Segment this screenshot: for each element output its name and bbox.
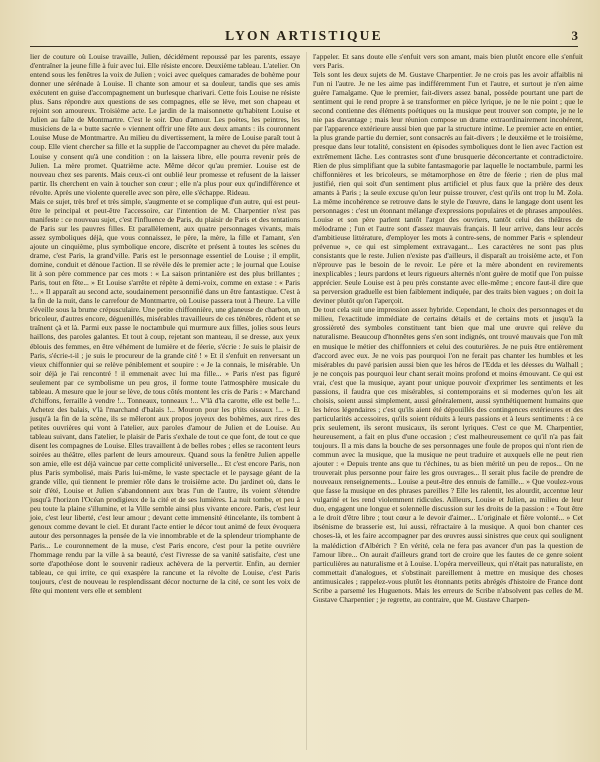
text-columns (30, 52, 583, 750)
column-divider (306, 52, 307, 750)
page-header (30, 28, 578, 48)
header-rule (30, 46, 578, 47)
page-title: LYON ARTISTIQUE (225, 28, 383, 43)
left-column-text: lier de couture où Louise travaille, Julien, décidément repoussé par les parents, essaye d'entraîner la jeune fille à fuir avec lui. Elle résiste encore. Deuxième tableau. L'atelier. On entend sous les fenêtres la voix de Julien ; voici avec quelques camarades de bohème pour donner une sérénade à Louise. Il chante son amour et sa douleur, tandis que ses amis exécutent en guise d'accompagnement un burlesque charivari. Cette fois Louise ne résiste plus. Sans répondre aux questions de ses compagnes, elle se lève, met son chapeau et rejoint son amoureux. Troisième acte. Le jardin de la maisonnette qu'habitent Louise et Julien au faîte de Montmartre. C'est le soir. Duo d'amour. Les poètes, les peintres, les musiciens de la « butte sacrée » viennent offrir une fête aux deux amants : ils couronnent Louise Muse de Montmartre. Au milieu du divertissement, la mère de Louise paraît tout à coup. Elle vient chercher sa fille et la supplie de l'accompagner au chevet du père malade. Louise y consent qu'à une condition : on la laissera libre, elle pourra revenir près de Julien. La mère promet. Quatrième acte. Même décor qu'au premier. Louise est de nouveau chez ses parents. Mais ceux-ci ont oublié leur promesse et refusent de la laisser partir. Ils cherchent en vain à toucher son cœur ; elle n'a plus pour eux qu'indifférence et révolte. Après une violente querelle avec son père, elle s'échappe. Rideau. Mais ce sujet, très bref et très simple, s'augmente et se complique d'un autre, qui est peut-être le principal et peut-être l'accessoire, car l'intention de M. Charpentier n'est pas manifeste : ce nouveau sujet, c'est l'influence de Paris, du plaisir de Paris et des tentations de Paris sur les pauvres filles. Et parallèlement, aux quatre personnages vivants, mais assez symboliques déjà, que vous connaissez, le père, la mère, la fille et l'amant, s'en ajoute un cinquième, plus symbolique encore, discrète et présent à toutes les scènes du drame, c'est Paris, la grand'ville. Paris est le personnage essentiel de Louise ; il emplit, domine, conduit et dénoue l'action. Il se révèle dès le premier acte ; le journal que Louise lit à son père commence par ces mots : « La saison printanière est des plus brillantes ; Paris, tout en fête... » Et Louise s'arrête et répète à demi-voix, comme en extase : « Paris !... » Il apparaît au second acte, soudainement personnifié dans un être fantastique. C'est à la fin de la nuit, dans le carrefour de Montmartre, où Louise passera tout à l'heure. La ville s'éveille sous la brume crépusculaire. Une petite chiffonnière, une glaneuse de charbon, un bricoleur, d'autres encore, déguenillés, misérables travailleurs de ces ténèbres, rôdent et se traînent çà et là. Parmi eux passe le noctambule qui murmure aux filles, jolies sous leurs haillons, des paroles galantes. Et tout à coup, rejetant son manteau, il se dresse, aux yeux éblouis des femmes, en être véhément de lumière et de féerie, s'écrie : Je suis le plaisir de Paris, s'écrie-t-il ; je suis le procureur de la grande cité ! » Et il s'enfuit en renversant un vieux chiffonnier qui se relève péniblement et soupire : « Je la connais, le misérable. Un soir déjà je l'ai rencontré ! il emmenait avec lui ma fille... » Paris n'est pas figuré seulement par ce symbolisme un peu gros, il forme toute l'atmosphère musicale du tableau. A mesure que le jour se lève, de tous côtés montent les cris de Paris : « Marchand d'chiffons, ferraille à vendre !... Tonneaux, tonneaux !... V'là d'la carotte, elle est belle !... Achetez des balais, v'là l'marchand d'balais !... Mouron pour les p'tits oiseaux !... » Et jusqu'à la fin de la scène, ils se mêleront aux propos joyeux des bohèmes, aux rires des petites ouvrières qui vont à l'atelier, aux paroles d'amour de Julien et de Louise. Au tableau suivant, dans l'atelier, le plaisir de Paris s'exhale de tout ce que font, de tout ce que disent les compagnes de Louise. Elles travaillent à de belles robes ; elles se racontent leurs soirées au théâtre, elles parlent de leurs amoureux. Quand sous la fenêtre Julien appelle son amie, elle est déjà vaincue par cette complicité universelle... Et c'est encore Paris, non plus Paris symbolisé, mais Paris lui-même, le vaste spectacle et le paysage géant de la grande ville, qui tiennent le premier rôle dans le troisième acte. Du jardinet où, dans le soir d'été, Louise et Julien s'abandonnent aux bras l'un de l'autre, ils voient s'étendre jusqu'à l'horizon l'Océan prodigieux de la cité et de ses lumières. La nuit tombe, et peu à peu toute la plaine s'illumine, et la Ville semble ainsi plus vivante encore. Paris, c'est leur joie, c'est leur liberté, c'est leur amour ; devant cette immensité étincelante, ils tombent à genoux comme devant le ciel. Et durant l'acte entier le décor tout animé de feux évoquera autour des personnages la pensée de la vie innombrable et de la splendeur triomphante de Paris... Le couronnement de la muse, c'est Paris encore, c'est pour la petite ouvrière l'hommage rendu par la ville à sa beauté, c'est l'ivresse de sa vanité satisfaite, c'est une sorte d'apothéose dont le souvenir radieux achèvera de la pervertir. Enfin, au dernier tableau, ce qui irrite, ce qui exaspère la rancune et la révolte de Louise, c'est Paris toujours, c'est de nouveau le resplendissant décor nocturne de la cité, ce sont les voix de fête qui montent vers elle et semblent (30, 52, 300, 595)
page-number: 3 (571, 28, 578, 43)
right-column-text: l'appeler. Et sans doute elle s'enfuit vers son amant, mais bien plutôt encore elle s'enfuit vers Paris. Tels sont les deux sujets de M. Gustave Charpentier. Je ne crois pas les avoir affaiblis ni l'un ni l'autre. Je ne les aime pas indifféremment l'un et l'autre, et surtout je n'en aime guère l'amalgame. Que le premier, fait-divers assez banal, possède pourtant une part de sentiment qui le rend propre à se transformer en pièce lyrique, je ne le nie point ; que le second contienne des éléments poétiques ou la musique peut trouver son compte, je ne le nie pas davantage ; mais leur réunion compose un drame extraordinairement incohérent, par l'apparence extérieure aussi bien que par la structure intime. Le premier acte en entier, la plus grande partie du dernier, sont consacrés au fait-divers ; le deuxième et le troisième, presque dans leur totalité, consistent en épisodes symboliques dont le lien avec l'action est extrêmement lâche. Les contrastes sont d'une brusquerie déconcertante et contradictoire. Rien de plus simplifiant que la subite fantasmagorie par laquelle le noctambule, parmi les chiffonnières et les bricoleurs, se métamorphose en être de féerie ; rien de plus mal justifié, rien qui soit d'un sentiment plus artificiel et plus faux que la prière des deux amants à Paris ; la seule excuse qu'on leur puisse trouver, c'est qu'ils ont trop lu M. Zola. La même incohérence se retrouve dans le style de l'œuvre, dans le langage dont usent les personnages : c'est un étonnant mélange d'expressions populaires et de phrases ampoulées. Louise et son père parlent tantôt l'argot des ouvriers, tantôt celui des théâtres de mélodrame ; l'un et l'autre sont d'assez mauvais français. Il leur arrive, dans leur accès d'ambitieuse littérature, d'employer les mots à contre-sens, de nommer Paris « splendeur prévenue », ce qui est simplement extravagant... Les caractères ne sont pas plus consistants que le reste. Julien n'existe pas d'ailleurs, il disparaît au troisième acte, et l'on n'éprouve pas le besoin de le revoir. Le père et la mère abondent en revirements inexplicables ; leurs pardons et leurs rigueurs alternés n'ont guère de motif que l'on puisse apprécier. Seule Louise est à peu près constante avec elle-même ; encore faut-il dire que sa perversion graduelle est bien faiblement indiquée, par des traits bien vagues ; on doit la deviner plutôt qu'on l'aperçoit. De tout cela suit une impression assez hybride. Cependant, le choix des personnages et du milieu, l'exactitude immédiate de certains détails et de certains mots et jusqu'à la grossièreté des symboles constituent tant bien que mal une œuvre qui relève du naturalisme. Beaucoup d'honnêtes gens s'en sont indignés, ont trouvé mauvais que l'on mît en musique le métier des chiffonniers et celui des couturières. Je ne puis être entièrement d'accord avec eux. Je ne vois pas pourquoi l'on ne ferait pas chanter les humbles et les misérables du pavé parisien aussi bien que les héros de l'Edda et les déesses du Walhall ; je ne conçois pas pourquoi leur chant serait moins profond et moins émouvant. Ce qui est vrai, c'est que la musique, ayant pour unique pouvoir d'exprimer les sentiments et les passions, il faudra que ces misérables, si contemporains et si modernes qu'on les ait choisis, soient aussi simplement, aussi généralement, aussi synthétiquement humains que les héros légendaires ; c'est qu'ils aient été dépouillés des contingences extérieures et des particularités accessoires, qu'ils soient réduits à leurs passions et à leurs sentiments : à ce prix seulement, ils seront musicaux, ils seront lyriques. C'est ce que M. Charpentier, heureusement, a fait en plus d'une occasion ; c'est malheureusement ce qu'il n'a pas fait toujours. Il a mis dans la bouche de ses personnages une foule de propos qui n'ont rien de commun avec la musique, que la musique ne peut traduire et auxquels elle ne peut rien ajouter : « Depuis trente ans que tu t'échines, tu as bien mérité un peu de repos... On ne trouverait plus personne pour faire les gros ouvrages... Il serait plus facile de prendre de nouveaux renseignements... Louise a peut-être des ennuis de famille... » Que voulez-vous que fasse la musique en des phrases pareilles ? Elle les ralentit, les alourdit, accentue leur vulgarité et les rend violemment ridicules. Ailleurs, Louise et Julien, au milieu de leur duo, engagent une longue et solennelle discussion sur les droits de la passion : « Tout être a le droit d'être libre ; tout cœur a le devoir d'aimer... L'originale et fière volonté... » Cet ibsénisme de brasserie est, lui aussi, réfractaire à la musique. A quoi bon chanter ces choses-là, et les faire accompagner par des œuvres aussi sinistres que ceux qui soulignent la malédiction d'Albérich ? En vérité, cela ne fera pas avancer d'un pas la question de l'amour libre... On aurait d'ailleurs grand tort de croire que les fautes de ce genre soient particulières au naturalisme et à Louise. L'opéra merveilleux, qui n'était pas naturaliste, en commettait d'analogues, et s'obstinait pareillement à mettre en musique des choses antimusicales ; rappelez-vous plutôt les étonnants petits abrégés d'histoire de France dont Scribe a parsemé les Huguenots. Mais les erreurs de Scribe n'absolvent pas celles de M. Gustave Charpentier ; je regrette, au contraire, que M. Gustave Charpen- (313, 52, 583, 604)
